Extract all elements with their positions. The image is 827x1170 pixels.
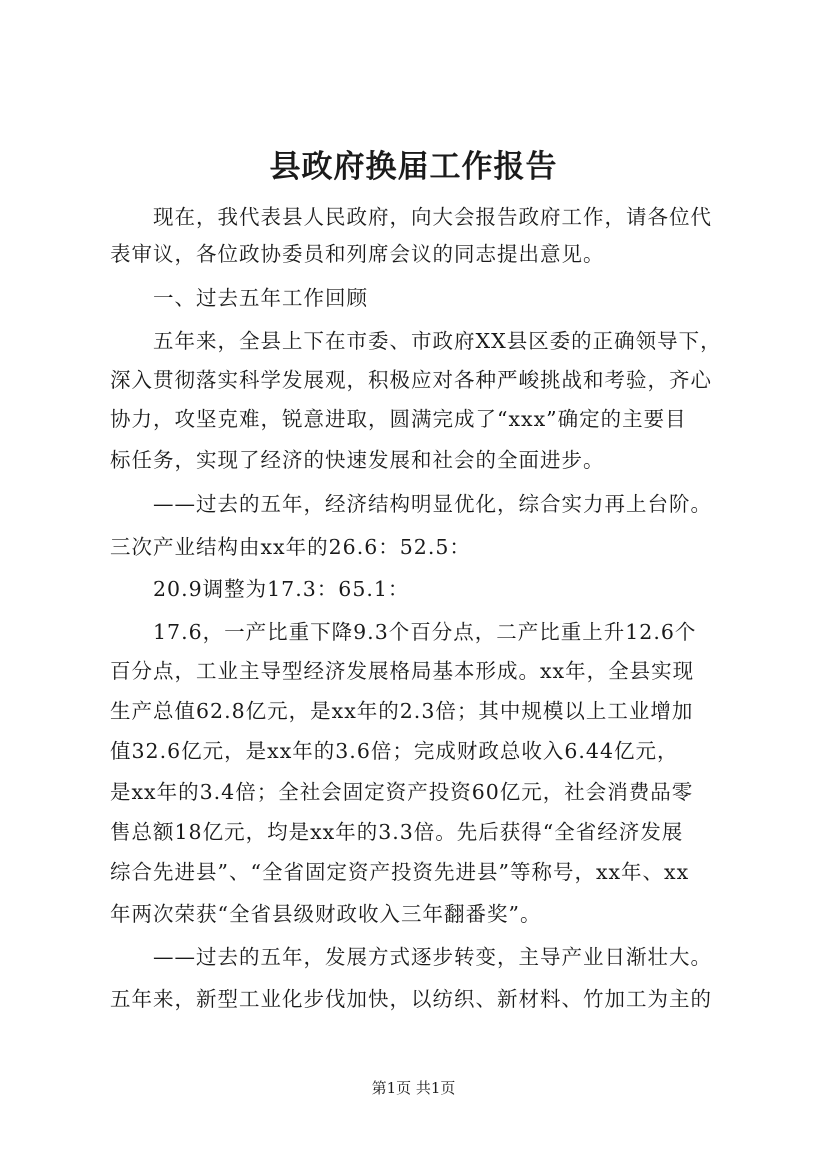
paragraph-line: ——过去的五年，发展方式逐步转变，主导产业日渐壮大。 [153, 945, 712, 969]
document-title: 县政府换届工作报告 [269, 149, 558, 185]
section-heading: 一、过去五年工作回顾 [153, 286, 368, 310]
paragraph-line: 三次产业结构由xx年的26.6：52.5： [110, 535, 471, 559]
paragraph-line: 五年来，全县上下在市委、市政府XX县区委的正确领导下， [153, 329, 722, 353]
paragraph-line: 生产总值62.8亿元，是xx年的2.3倍；其中规模以上工业增加 [110, 699, 694, 723]
paragraph-line: 百分点，工业主导型经济发展格局基本形成。xx年，全县实现 [110, 659, 695, 683]
paragraph-line: 20.9调整为17.3：65.1： [153, 577, 410, 601]
paragraph-line: 售总额18亿元，均是xx年的3.3倍。先后获得“全省经济发展 [110, 820, 684, 844]
paragraph-line: 现在，我代表县人民政府，向大会报告政府工作，请各位代 [153, 205, 712, 229]
paragraph-line: 标任务，实现了经济的快速发展和社会的全面进步。 [110, 448, 605, 472]
paragraph-line: 是xx年的3.4倍；全社会固定资产投资60亿元，社会消费品零 [110, 780, 694, 804]
paragraph-line: 年两次荣获“全省县级财政收入三年翻番奖”。 [110, 902, 542, 926]
paragraph-line: 17.6，一产比重下降9.3个百分点，二产比重上升12.6个 [153, 620, 697, 644]
page-footer: 第1页 共1页 [371, 1079, 456, 1097]
paragraph-line: ——过去的五年，经济结构明显优化，综合实力再上台阶。 [153, 492, 712, 516]
paragraph-line: 协力，攻坚克难，锐意进取，圆满完成了“xxx”确定的主要目 [110, 407, 687, 431]
paragraph-line: 综合先进县”、“全省固定资产投资先进县”等称号，xx年、xx [110, 860, 690, 884]
paragraph-line: 值32.6亿元，是xx年的3.6倍；完成财政总收入6.44亿元， [110, 739, 679, 763]
paragraph-line: 五年来，新型工业化步伐加快，以纺织、新材料、竹加工为主的 [110, 987, 712, 1011]
paragraph-line: 表审议，各位政协委员和列席会议的同志提出意见。 [110, 242, 605, 266]
paragraph-line: 深入贯彻落实科学发展观，积极应对各种严峻挑战和考验，齐心 [110, 368, 712, 392]
